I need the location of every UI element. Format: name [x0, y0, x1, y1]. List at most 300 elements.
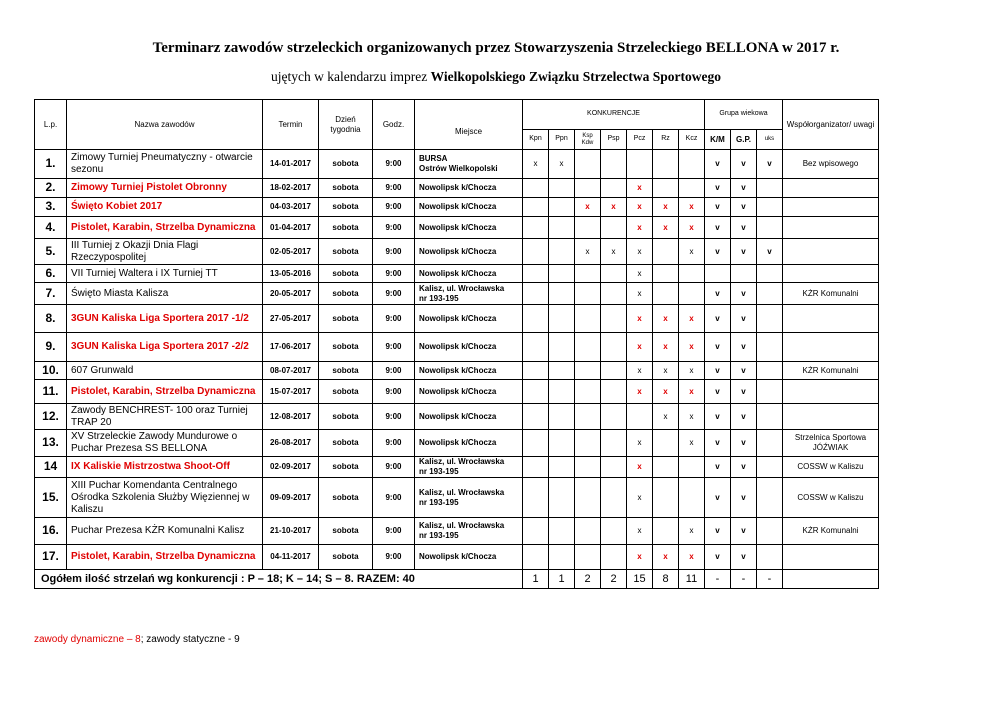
row-number: 3. — [35, 198, 67, 217]
row-number: 1. — [35, 150, 67, 179]
event-time: 9:00 — [373, 518, 415, 545]
age-uks-mark — [757, 217, 783, 239]
age-gp-mark: v — [731, 404, 757, 430]
age-km-mark: v — [705, 518, 731, 545]
age-uks-mark — [757, 545, 783, 570]
age-gp-mark: v — [731, 362, 757, 380]
place-line-1: Nowolipsk k/Chocza — [419, 438, 497, 448]
age-gp-mark: v — [731, 478, 757, 518]
konk-ksp-kdw-mark — [575, 217, 601, 239]
konk-rz-mark: x — [653, 198, 679, 217]
place-line-1: Nowolipsk k/Chocza — [419, 222, 497, 232]
place-line-1: Nowolipsk k/Chocza — [419, 246, 497, 256]
age-km-mark: v — [705, 239, 731, 265]
konk-kpn-mark — [523, 478, 549, 518]
konk-ppn-mark — [549, 430, 575, 457]
event-name: 607 Grunwald — [67, 362, 263, 380]
event-name: Święto Miasta Kalisza — [67, 283, 263, 305]
event-note: KŻR Komunalni — [783, 362, 879, 380]
age-gp-mark: v — [731, 518, 757, 545]
konk-psp-mark — [601, 179, 627, 198]
event-weekday: sobota — [319, 265, 373, 283]
konk-psp-mark — [601, 362, 627, 380]
event-time: 9:00 — [373, 179, 415, 198]
konk-kpn-mark — [523, 545, 549, 570]
event-time: 9:00 — [373, 333, 415, 362]
konk-kpn-mark — [523, 333, 549, 362]
event-note — [783, 179, 879, 198]
age-uks-mark — [757, 179, 783, 198]
total-ppn: 1 — [549, 570, 575, 589]
event-weekday: sobota — [319, 150, 373, 179]
event-time: 9:00 — [373, 457, 415, 478]
event-weekday: sobota — [319, 518, 373, 545]
konk-ppn-mark — [549, 283, 575, 305]
place-line-2: Ostrów Wielkopolski — [419, 164, 498, 173]
konk-kpn-mark — [523, 217, 549, 239]
total-ksp-kdw: 2 — [575, 570, 601, 589]
konk-kcz-mark — [679, 265, 705, 283]
event-date: 01-04-2017 — [263, 217, 319, 239]
event-note: COSSW w Kaliszu — [783, 457, 879, 478]
konk-kcz-mark: x — [679, 430, 705, 457]
konk-ksp-kdw-mark — [575, 305, 601, 333]
event-date: 17-06-2017 — [263, 333, 319, 362]
konk-rz-mark: x — [653, 545, 679, 570]
event-weekday: sobota — [319, 362, 373, 380]
konk-kcz-mark — [679, 150, 705, 179]
age-uks-mark — [757, 457, 783, 478]
konk-kpn-mark — [523, 362, 549, 380]
konk-psp-mark — [601, 283, 627, 305]
total-uks: - — [757, 570, 783, 589]
table-row — [35, 283, 879, 305]
konk-pcz-mark: x — [627, 179, 653, 198]
age-gp-mark: v — [731, 179, 757, 198]
konk-psp-mark — [601, 545, 627, 570]
konk-ppn-mark — [549, 478, 575, 518]
event-time: 9:00 — [373, 265, 415, 283]
konk-pcz-mark: x — [627, 198, 653, 217]
event-note: Bez wpisowego — [783, 150, 879, 179]
place-line-1: Kalisz, ul. Wrocławska — [419, 521, 505, 531]
event-name: Puchar Prezesa KŻR Komunalni Kalisz — [67, 518, 263, 545]
age-uks-mark — [757, 380, 783, 404]
event-place — [415, 217, 523, 239]
event-name: Zimowy Turniej Pneumatyczny - otwarcie sezonu — [67, 150, 263, 179]
totals-row — [35, 570, 879, 589]
event-place — [415, 478, 523, 518]
konk-kpn-mark — [523, 265, 549, 283]
row-number: 11. — [35, 380, 67, 404]
konk-kcz-mark — [679, 283, 705, 305]
table-row — [35, 239, 879, 265]
konk-pcz-mark: x — [627, 478, 653, 518]
col-grupa-wiekowa: Grupa wiekowa — [705, 100, 783, 130]
event-note — [783, 198, 879, 217]
event-time: 9:00 — [373, 150, 415, 179]
event-place — [415, 198, 523, 217]
konk-ksp-kdw-mark — [575, 457, 601, 478]
event-name: Pistolet, Karabin, Strzelba Dynamiczna — [67, 380, 263, 404]
table-row — [35, 217, 879, 239]
event-note — [783, 305, 879, 333]
totals-label: Ogółem ilość strzelań wg konkurencji : P – 18; K – 14; S – 8. RAZEM: 40 — [35, 570, 523, 589]
konk-kcz-mark: x — [679, 518, 705, 545]
event-note: KŻR Komunalni — [783, 283, 879, 305]
table-row — [35, 457, 879, 478]
konk-ppn-mark — [549, 305, 575, 333]
row-number: 9. — [35, 333, 67, 362]
event-name: XIII Puchar Komendanta Centralnego Ośrodka Szkolenia Służby Więziennej w Kaliszu — [67, 478, 263, 518]
age-uks-mark — [757, 305, 783, 333]
konk-ksp-kdw-mark: x — [575, 198, 601, 217]
konk-psp-mark — [601, 305, 627, 333]
age-uks-mark: v — [757, 150, 783, 179]
konk-rz-mark — [653, 457, 679, 478]
col-dzien: Dzień tygodnia — [319, 100, 373, 150]
document-subtitle — [0, 69, 992, 85]
konk-pcz-mark: x — [627, 265, 653, 283]
event-weekday: sobota — [319, 457, 373, 478]
event-weekday: sobota — [319, 404, 373, 430]
event-note — [783, 545, 879, 570]
age-gp-mark: v — [731, 305, 757, 333]
row-number: 4. — [35, 217, 67, 239]
place-line-1: Nowolipsk k/Chocza — [419, 386, 497, 396]
konk-kpn-mark — [523, 305, 549, 333]
konk-kcz-mark: x — [679, 239, 705, 265]
event-date: 09-09-2017 — [263, 478, 319, 518]
event-time: 9:00 — [373, 478, 415, 518]
row-number: 15. — [35, 478, 67, 518]
konk-ksp-kdw-mark — [575, 265, 601, 283]
event-date: 14-01-2017 — [263, 150, 319, 179]
event-time: 9:00 — [373, 217, 415, 239]
event-place — [415, 305, 523, 333]
konk-rz-mark — [653, 179, 679, 198]
event-date: 13-05-2016 — [263, 265, 319, 283]
event-place — [415, 333, 523, 362]
col-psp: Psp — [601, 130, 627, 150]
event-time: 9:00 — [373, 430, 415, 457]
event-time: 9:00 — [373, 239, 415, 265]
age-uks-mark — [757, 404, 783, 430]
event-date: 15-07-2017 — [263, 380, 319, 404]
age-km-mark: v — [705, 179, 731, 198]
age-uks-mark — [757, 362, 783, 380]
total-km: - — [705, 570, 731, 589]
event-time: 9:00 — [373, 380, 415, 404]
row-number: 12. — [35, 404, 67, 430]
konk-pcz-mark: x — [627, 545, 653, 570]
konk-ksp-kdw-mark — [575, 430, 601, 457]
total-gp: - — [731, 570, 757, 589]
place-line-1: Nowolipsk k/Chocza — [419, 202, 497, 212]
konk-kpn-mark — [523, 380, 549, 404]
konk-rz-mark: x — [653, 217, 679, 239]
konk-ksp-kdw-mark — [575, 283, 601, 305]
event-place — [415, 150, 523, 179]
event-name: 3GUN Kaliska Liga Sportera 2017 -2/2 — [67, 333, 263, 362]
konk-ppn-mark — [549, 179, 575, 198]
place-line-1: Nowolipsk k/Chocza — [419, 411, 497, 421]
row-number: 6. — [35, 265, 67, 283]
age-gp-mark: v — [731, 198, 757, 217]
event-note — [783, 333, 879, 362]
konk-rz-mark: x — [653, 305, 679, 333]
place-line-1: Nowolipsk k/Chocza — [419, 342, 497, 352]
row-number: 13. — [35, 430, 67, 457]
konk-pcz-mark: x — [627, 457, 653, 478]
age-uks-mark — [757, 198, 783, 217]
event-note — [783, 404, 879, 430]
event-date: 20-05-2017 — [263, 283, 319, 305]
konk-kpn-mark — [523, 404, 549, 430]
age-gp-mark: v — [731, 239, 757, 265]
konk-pcz-mark — [627, 404, 653, 430]
konk-kpn-mark — [523, 239, 549, 265]
event-place — [415, 380, 523, 404]
konk-rz-mark — [653, 283, 679, 305]
age-km-mark: v — [705, 150, 731, 179]
table-row — [35, 265, 879, 283]
konk-kcz-mark: x — [679, 545, 705, 570]
konk-psp-mark — [601, 217, 627, 239]
place-line-1: Nowolipsk k/Chocza — [419, 552, 497, 562]
konk-pcz-mark: x — [627, 305, 653, 333]
age-km-mark: v — [705, 305, 731, 333]
event-date: 02-09-2017 — [263, 457, 319, 478]
konk-kpn-mark — [523, 430, 549, 457]
schedule-table — [34, 99, 879, 589]
age-gp-mark: v — [731, 430, 757, 457]
konk-ksp-kdw-mark — [575, 333, 601, 362]
col-godz: Godz. — [373, 100, 415, 150]
table-row — [35, 478, 879, 518]
table-row — [35, 198, 879, 217]
age-uks-mark: v — [757, 239, 783, 265]
konk-rz-mark — [653, 518, 679, 545]
row-number: 14 — [35, 457, 67, 478]
konk-ppn-mark — [549, 545, 575, 570]
age-km-mark: v — [705, 380, 731, 404]
konk-pcz-mark: x — [627, 380, 653, 404]
age-km-mark: v — [705, 545, 731, 570]
konk-ksp-kdw-mark — [575, 380, 601, 404]
footnote — [34, 634, 240, 645]
col-ppn: Ppn — [549, 130, 575, 150]
table-row — [35, 150, 879, 179]
col-name: Nazwa zawodów — [67, 100, 263, 150]
header-row-1 — [35, 100, 879, 130]
total-pcz: 15 — [627, 570, 653, 589]
event-note — [783, 239, 879, 265]
event-date: 02-05-2017 — [263, 239, 319, 265]
col-konkurencje: KONKURENCJE — [523, 100, 705, 130]
konk-kpn-mark — [523, 198, 549, 217]
age-gp-mark: v — [731, 217, 757, 239]
age-km-mark — [705, 265, 731, 283]
event-name: XV Strzeleckie Zawody Mundurowe o Puchar Prezesa SS BELLONA — [67, 430, 263, 457]
konk-rz-mark: x — [653, 404, 679, 430]
event-weekday: sobota — [319, 198, 373, 217]
event-name: IX Kaliskie Mistrzostwa Shoot-Off — [67, 457, 263, 478]
row-number: 2. — [35, 179, 67, 198]
konk-kpn-mark — [523, 283, 549, 305]
konk-psp-mark: x — [601, 198, 627, 217]
age-uks-mark — [757, 265, 783, 283]
col-gp: G.P. — [731, 130, 757, 150]
konk-ppn-mark — [549, 380, 575, 404]
event-place — [415, 362, 523, 380]
event-date: 18-02-2017 — [263, 179, 319, 198]
konk-psp-mark: x — [601, 239, 627, 265]
konk-ksp-kdw-mark — [575, 404, 601, 430]
col-wspolorganizator: Współorganizator/ uwagi — [783, 100, 879, 150]
konk-kcz-mark — [679, 457, 705, 478]
place-line-1: Kalisz, ul. Wrocławska — [419, 283, 505, 293]
table-row — [35, 179, 879, 198]
konk-pcz-mark: x — [627, 430, 653, 457]
event-weekday: sobota — [319, 179, 373, 198]
konk-ppn-mark: x — [549, 150, 575, 179]
event-place — [415, 457, 523, 478]
event-note — [783, 265, 879, 283]
konk-ksp-kdw-mark — [575, 150, 601, 179]
konk-kcz-mark: x — [679, 404, 705, 430]
konk-ksp-kdw-mark — [575, 478, 601, 518]
konk-kcz-mark: x — [679, 305, 705, 333]
konk-kpn-mark — [523, 457, 549, 478]
konk-pcz-mark — [627, 150, 653, 179]
event-date: 21-10-2017 — [263, 518, 319, 545]
konk-rz-mark: x — [653, 333, 679, 362]
event-weekday: sobota — [319, 545, 373, 570]
col-km: K/M — [705, 130, 731, 150]
konk-psp-mark — [601, 430, 627, 457]
event-place — [415, 430, 523, 457]
konk-ppn-mark — [549, 362, 575, 380]
konk-ppn-mark — [549, 457, 575, 478]
event-note: Strzelnica Sportowa JÓŹWIAK — [783, 430, 879, 457]
age-uks-mark — [757, 518, 783, 545]
footnote-static: ; zawody statyczne - 9 — [140, 634, 240, 645]
row-number: 7. — [35, 283, 67, 305]
event-name: Zimowy Turniej Pistolet Obronny — [67, 179, 263, 198]
age-gp-mark: v — [731, 283, 757, 305]
konk-ksp-kdw-mark — [575, 362, 601, 380]
row-number: 10. — [35, 362, 67, 380]
footnote-dynamic: zawody dynamiczne – 8 — [34, 634, 141, 645]
col-miejsce: Miejsce — [415, 100, 523, 150]
event-time: 9:00 — [373, 283, 415, 305]
age-uks-mark — [757, 430, 783, 457]
konk-kcz-mark: x — [679, 198, 705, 217]
table-row — [35, 430, 879, 457]
total-rz: 8 — [653, 570, 679, 589]
konk-ppn-mark — [549, 217, 575, 239]
col-lp: L.p. — [35, 100, 67, 150]
event-name: Pistolet, Karabin, Strzelba Dynamiczna — [67, 217, 263, 239]
konk-pcz-mark: x — [627, 239, 653, 265]
konk-ksp-kdw-mark — [575, 179, 601, 198]
event-time: 9:00 — [373, 545, 415, 570]
konk-ppn-mark — [549, 239, 575, 265]
konk-kcz-mark — [679, 478, 705, 518]
konk-ksp-kdw-mark — [575, 518, 601, 545]
konk-rz-mark — [653, 478, 679, 518]
event-weekday: sobota — [319, 305, 373, 333]
konk-psp-mark — [601, 333, 627, 362]
total-kcz: 11 — [679, 570, 705, 589]
konk-rz-mark — [653, 150, 679, 179]
konk-pcz-mark: x — [627, 283, 653, 305]
event-weekday: sobota — [319, 478, 373, 518]
place-line-2: nr 193-195 — [419, 467, 459, 476]
event-weekday: sobota — [319, 239, 373, 265]
event-place — [415, 545, 523, 570]
age-km-mark: v — [705, 198, 731, 217]
age-gp-mark: v — [731, 380, 757, 404]
age-gp-mark: v — [731, 457, 757, 478]
konk-ppn-mark — [549, 404, 575, 430]
konk-ppn-mark — [549, 265, 575, 283]
event-date: 12-08-2017 — [263, 404, 319, 430]
event-date: 04-11-2017 — [263, 545, 319, 570]
total-psp: 2 — [601, 570, 627, 589]
konk-kpn-mark — [523, 179, 549, 198]
age-km-mark: v — [705, 283, 731, 305]
konk-ksp-kdw-mark: x — [575, 239, 601, 265]
event-weekday: sobota — [319, 283, 373, 305]
event-note — [783, 217, 879, 239]
col-termin: Termin — [263, 100, 319, 150]
event-weekday: sobota — [319, 217, 373, 239]
konk-kpn-mark: x — [523, 150, 549, 179]
table-row — [35, 362, 879, 380]
konk-psp-mark — [601, 150, 627, 179]
age-gp-mark: v — [731, 545, 757, 570]
konk-pcz-mark: x — [627, 362, 653, 380]
table-row — [35, 518, 879, 545]
konk-pcz-mark: x — [627, 333, 653, 362]
age-gp-mark — [731, 265, 757, 283]
place-line-2: nr 193-195 — [419, 293, 459, 303]
event-weekday: sobota — [319, 333, 373, 362]
event-note: KŻR Komunalni — [783, 518, 879, 545]
age-gp-mark: v — [731, 150, 757, 179]
place-line-1: Nowolipsk k/Chocza — [419, 183, 497, 193]
event-place — [415, 239, 523, 265]
subtitle-prefix: ujętych w kalendarzu imprez — [270, 69, 428, 84]
col-kcz: Kcz — [679, 130, 705, 150]
konk-psp-mark — [601, 457, 627, 478]
konk-pcz-mark: x — [627, 518, 653, 545]
age-uks-mark — [757, 333, 783, 362]
konk-ksp-kdw-mark — [575, 545, 601, 570]
konk-psp-mark — [601, 265, 627, 283]
event-time: 9:00 — [373, 404, 415, 430]
event-note — [783, 380, 879, 404]
age-km-mark: v — [705, 333, 731, 362]
event-date: 04-03-2017 — [263, 198, 319, 217]
place-line-2: nr 193-195 — [419, 531, 459, 540]
event-place — [415, 404, 523, 430]
place-line-1: BURSA — [419, 154, 448, 164]
event-place — [415, 179, 523, 198]
event-time: 9:00 — [373, 198, 415, 217]
